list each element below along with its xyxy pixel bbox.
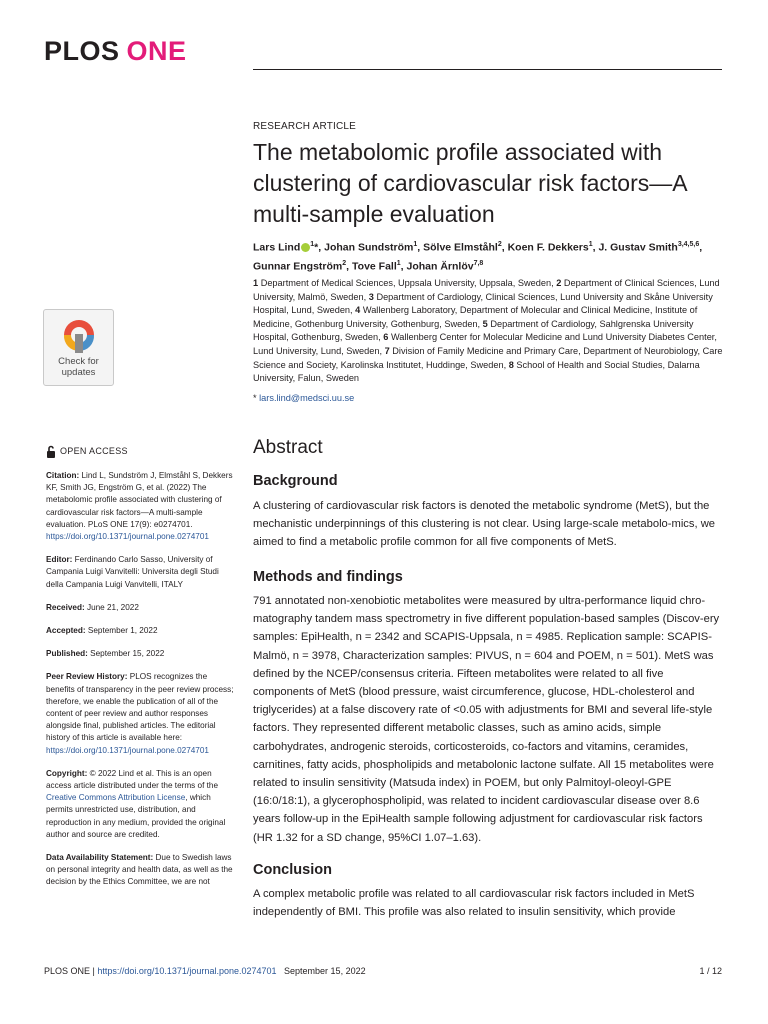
author-name[interactable]: Tove Fall [352, 260, 397, 272]
conclusion-heading: Conclusion [253, 862, 332, 878]
abstract-heading: Abstract [253, 437, 323, 458]
accepted-date: Accepted: September 1, 2022 [46, 626, 158, 636]
author-name[interactable]: Koen F. Dekkers [507, 241, 589, 254]
orcid-icon[interactable] [301, 243, 310, 252]
corresponding-email[interactable]: * lars.lind@medsci.uu.se [253, 393, 355, 403]
article-sidebar [46, 445, 236, 900]
received-date: Received: June 21, 2022 [46, 602, 139, 612]
email-link[interactable]: lars.lind@medsci.uu.se [259, 393, 355, 403]
citation-doi-link[interactable]: https://doi.org/10.1371/journal.pone.0274701 [46, 532, 209, 542]
published-date: Published: September 15, 2022 [46, 649, 165, 659]
conclusion-text: A complex metabolic profile was related to all cardiovascular risk factors included in MetS independently of BMI. This profile was also related to insulin sensitivity, which provide [253, 888, 695, 919]
methods-heading: Methods and findings [253, 569, 403, 585]
article-title: The metabolomic profile associated with clustering of cardiovascular risk factors—A multi-sample evaluation [253, 139, 687, 227]
editor-block: Editor: Ferdinando Carlo Sasso, University of Campania Luigi Vanvitelli: Universita degli Studi della Campania Luigi Vanvitelli, ITALY [46, 555, 219, 589]
author-name[interactable]: J. Gustav Smith [598, 241, 678, 254]
author-name[interactable]: Johan Ärnlöv [406, 260, 474, 272]
open-lock-icon [46, 445, 56, 458]
check-for-updates-badge[interactable] [43, 309, 114, 386]
peer-review-block: Peer Review History: PLOS recognizes the benefits of transparency in the peer review process; therefore, we enable the publication of all of the content of peer review and author responses alongside final, published articles. The editorial history of this article is available here: https://doi.org/10.1371/journal.pone.0274701 [46, 672, 234, 755]
page-footer: PLOS ONE | https://doi.org/10.1371/journal.pone.0274701 September 15, 2022 [44, 966, 366, 976]
logo-one: ONE [126, 36, 187, 66]
author-name[interactable]: Johan Sundström [324, 241, 414, 254]
logo-plos: PLOS [44, 36, 120, 66]
data-availability-block: Data Availability Statement: Due to Swedish laws on personal integrity and health data, as well as the decision by the Ethics Committee, we are not [46, 853, 233, 887]
header-rule [253, 69, 722, 70]
methods-text: 791 annotated non-xenobiotic metabolites were measured by ultra-performance liquid chro-matography tandem mass spectrometry in five different population-based samples (Discov-ery samples: EpiHealth, n = 2342 and SCAPIS-Uppsala, n = 4985. Replication sample: SCAPIS-Malmö, n = 3978, Characterization samples: PIVUS, n = 604 and POEM, n = 501). MetS was defined by the NCEP/consensus criteria. Fifteen metabolites were related to all five components of MetS (blood pressure, waist circumference, glucose, HDL-cholesterol and triglycerides) at a false discovery rate of <0.05 with adjustments for BMI and several life-style factors. They represented different metabolic classes, such as amino acids, simple carbohydrates, androgenic steroids, corticosteroids, co-factors and vitamins, ceramides, carnitines, fatty acids, phospholipids and metabolonic lactone sulfate. All 15 metabolites were related to insulin sensitivity (Matsuda index) in POEM, but only Palmitoyl-oleoyl-GPE (16:0/18:1), a glycerophospholipid, was related to incident cardiovascular disease over 8.6 years follow-up in the EpiHealth sample following adjustment for cardiovascular risk factors (HR 1.32 for a SD change, 95%CI 1.07–1.63). [253, 595, 720, 844]
license-link[interactable]: Creative Commons Attribution License [46, 793, 186, 803]
affiliations: 1 Department of Medical Sciences, Uppsala University, Uppsala, Sweden, 2 Department of Clinical Sciences, Lund University, Malmö, Sweden, 3 Department of Cardiology, Clinical Sciences, Lund University and Skåne University Hospital, Lund, Sweden, 4 Wallenberg Laboratory, Department of Molecular and Clinical Medicine, Institute of Medicine, Gothenburg University, Gothenburg, Sweden, 5 Department of Cardiology, Sahlgrenska University Hospital, Gothenburg, Sweden, 6 Wallenberg Center for Molecular Medicine and Lund University Diabetes Center, Lund University, Lund, Sweden, 7 Division of Family Medicine and Primary Care, Department of Neurobiology, Care Science and Society, Karolinska Institutet, Huddinge, Sweden, 8 School of Health and Social Studies, Dalarna University, Falun, Sweden [253, 278, 723, 384]
peer-review-link[interactable]: https://doi.org/10.1371/journal.pone.0274701 [46, 745, 209, 755]
background-heading: Background [253, 473, 338, 489]
page-number: 1 / 12 [699, 966, 722, 976]
footer-date: September 15, 2022 [284, 966, 366, 976]
author-name[interactable]: Lars Lind [253, 241, 301, 254]
author-name[interactable]: Gunnar Engström [253, 260, 343, 272]
footer-doi-link[interactable]: https://doi.org/10.1371/journal.pone.0274701 [97, 966, 277, 976]
open-access-label: OPEN ACCESS [46, 445, 236, 458]
copyright-block: Copyright: © 2022 Lind et al. This is an open access article distributed under the terms of the Creative Commons Attribution License, which permits unrestricted use, distribution, and reproduction in any medium, provided the original author and source are credited. [46, 768, 226, 839]
author-name[interactable]: Sölve Elmståhl [423, 241, 498, 254]
crossmark-icon [62, 318, 96, 354]
article-type: RESEARCH ARTICLE [253, 121, 357, 132]
footer-journal: PLOS ONE [44, 966, 91, 976]
journal-logo[interactable] [44, 36, 187, 67]
author-list: Lars Lind $^1$*, Johan Sundström$^1$, Sölve Elmståhl$^2$, Koen F. Dekkers$^1$, J. Gustav Smith$^{3,4,5,6}$, Gunnar Engström$^2$, Tove Fall$^1$, Johan Ärnlöv$^{7,8}$ [253, 241, 703, 272]
background-text: A clustering of cardiovascular risk factors is denoted the metabolic syndrome (MetS), but the mechanistic underpinnings of this clustering is not clear. Using large-scale metabolo-mics, we aimed to find a metabolic profile common for all five components of MetS. [253, 500, 716, 549]
citation-block: Citation: Lind L, Sundström J, Elmståhl S, Dekkers KF, Smith JG, Engström G, et al. (2022) The metabolomic profile associated with clustering of cardiovascular risk factors—A multi-sample evaluation. PLoS ONE 17(9): e0274701. https://doi.org/10.1371/journal.pone.0274701 [46, 471, 233, 542]
check-for-updates-label: Check for updates [58, 356, 99, 378]
